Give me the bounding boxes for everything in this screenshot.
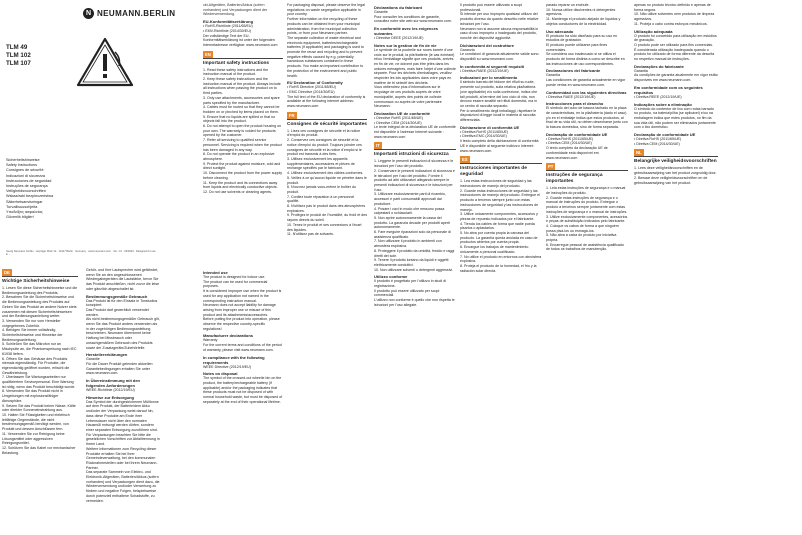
model-tlm107: TLM 107 (6, 60, 31, 67)
section-text: • Diretiva REEE (2012/19/UE) (634, 94, 682, 99)
model-tlm102: TLM 102 (6, 52, 31, 59)
de3-continued: ckt-Altgeräten, Batterien/Akkus (sofern vorhanden) und Verpackungen dient der Wiederverwendung. (203, 3, 268, 17)
lang-tab-nl: NL (634, 149, 718, 157)
title-en: Safety instructions (6, 163, 38, 168)
section-text: Garantie Pour consulter les conditions de garantie, consultez notre site web sur www.neumann.com. (374, 10, 452, 24)
column-de-2 (86, 268, 160, 534)
section-text: WEEE-Richtlinie (2012/19/EU) (86, 388, 135, 393)
section-text: Il prodotto può essere utilizzato a scopi professionali. Si intende per uso improprio qualsiasi utilizzo del prodotto diverso da quanto descritto nelle relative istruzioni per l'uso. Neumann non si assume alcuna responsabilità in caso di uso improprio o inadeguato del prodotto, nonché dei dispositivi aggiuntivi. (460, 3, 539, 40)
column-it-2 (460, 3, 542, 534)
de-item: 7. Überlassen Sie Wartungsarbeiten nur qualifiziertem Servicepersonal. Eine Wartung ist nötig, wenn das Produkt beschädigt wurde. (2, 375, 76, 389)
lang-tab-it: IT (374, 142, 456, 150)
section-text: Garantie Für die Dauer Produkt gelenden aktuellen Garantiebedingungen erhalten Sie unter www.neumann.com. (86, 357, 153, 376)
section-heading: In compliance with the following requirements (203, 354, 265, 365)
section-text: 1. Lea estas instrucciones de seguridad y las instrucciones de manejo del producto. 2. Guarde estas instrucciones de seguridad y las instrucciones de manejo del producto. Entregue el producto a terceros siempre junto con estas instrucciones de seguridad y las instrucciones de manejo. 3. Utilice únicamente componentes, accesorios y piezas de repuesto indicados por el fabricante. 4. Tienda los cables de forma que nadie pueda pisarlos o aplastarlos. 5. No abra por cuenta propia la carcasa del producto. La garantía queda anulada en caso de productos abiertos por cuenta propia. 6. Encargue los trabajos de mantenimiento únicamente a personal cualificado. 7. No utilice el producto en entornos con atmósfera explosiva. 8. Proteja el producto de la humedad, el frío y la radiación solar directa. (460, 179, 542, 273)
de-item: 11. Verwenden Sie zur Reinigung keine Lösungsmittel oder aggressiven Reinigungsmittel. (2, 431, 65, 446)
section-text: El producto ha sido diseñado para su uso en estudios de grabación. El producto puede utilizarse para fines comerciales. Se considera uso inadecuado si se utiliza el producto de forma distinta a como se describe en las instrucciones de uso correspondientes. (546, 33, 625, 66)
section-text: WEEE Directive (2012/19/EU) (203, 364, 251, 369)
pt-heading: Instruções de segurança importantes (546, 173, 603, 185)
section-heading: Intended use (203, 270, 228, 275)
de-item: 12. Schützen Sie das Kabel vor mechanischer Belastung. (2, 445, 76, 455)
section-heading: Declaração de conformidade UE (546, 131, 608, 137)
section-heading: Bestimmungsgemäße Gebrauch (86, 293, 148, 299)
column-de-3 (203, 3, 283, 270)
title-es: Instrucciones de seguridad (6, 178, 52, 183)
section-text: 1. Leia estas instruções de segurança e o manual de instruções do produto. 2. Guarde estas instruções de segurança e o manual de instruções do produto. Entregue o produto a terceiros sempre juntamente com estas instruções de segurança e o manual de instruções. 3. Utilize exclusivamente componentes, acessórios e peças de substituição indicados pelo fabricante. 4. Coloque os cabos de forma a que ninguém possa pisá-los ou esmagá-los. 5. Não abra a caixa do produto por iniciativa própria. 6. Encarregue pessoal de assistência qualificado de todos os trabalhos de manutenção. (546, 186, 628, 252)
title-tr: Güvenlik bilgileri (6, 215, 34, 220)
fr-heading: Consignes de sécurité importantes (287, 121, 367, 127)
model-list (6, 44, 66, 68)
section-heading: Déclarations du fabricant (374, 5, 423, 10)
section-text: parado reparar un enchufe. 10. Nunca utilice disolventes ni detergentes agresivos. 11. Mantenga el producto alejado de líquidos y objetos conductores de la electricidad. (546, 3, 621, 26)
section-text: Garantía Las condiciones de garantía actualmente en vigor puede verlas en www.neumann.com. (546, 73, 626, 87)
title-pt: Instruções de segurança (6, 184, 48, 189)
de-item: 2. Bewahren Sie die Sicherheitshinweise und die Bedienungsanleitung des Produkts auf. Geben Sie das Produkt an andere Nutzer stets zusammen mit diesen Sicherheitshinweisen und der Bedienungsanleitung weiter. (2, 295, 77, 319)
lang-tab-de: DE (2, 269, 78, 277)
section-text: • Diretiva RoHS (2011/65/UE) • Diretiva CEM (2014/30/UE) (634, 137, 682, 146)
section-text: The product is designed for indoor use. The product can be used for commercial purposes. It is considered improper use when the product is used for any application not named in the corresponding instruction manual. Neumann does not accept liability for damage arising from improper use or misuse of this product and its attachments/accessories. Before putting the product into operation, please observe the respective country-specific regulations! (203, 275, 282, 331)
section-heading: Indicazioni per lo smaltimento (460, 75, 518, 81)
section-text: Das Produkt ist für den Einsatz in Tonstudios konzipiert. Das Produkt darf gewerblich verwendet werden. Als nicht bestimmungsgemäßer Gebrauch gilt, wenn Sie das Produkt anders verwenden als in der zugehörigen Bedienungsanleitung beschrieben. Neumann übernimmt keine Haftung bei Missbrauch oder unsachgemäßem Gebrauch des Produkts sowie der Zusatzgeräte/Zubehörteile. (86, 298, 160, 350)
section-text: Garantia As condições de garantia atualmente em vigor estão disponíveis em www.neumann.com. (634, 68, 718, 83)
de-item: 9. Setzen Sie das Produkt keiner Nässe, Kälte oder direkter Sonneneinstrahlung aus. (2, 403, 76, 413)
section-text: • Directive DEEE (2012/19/UE) (374, 36, 424, 41)
section-heading: Utilizzo conforme (374, 274, 408, 280)
de-heading: Wichtige Sicherheitshinweise (2, 279, 70, 284)
section-heading: Manufacturer declarations (203, 333, 254, 339)
title-it: Indicazioni di sicurezza (6, 173, 46, 178)
section-text: Il prodotto è progettato per l'utilizzo in studi di registrazione. Il prodotto può essere utilizzato per scopi commerciali. L'utilizzo non conforme è quello che non rispetta le istruzioni per l'uso allegate. (374, 279, 455, 307)
brand-logo (83, 6, 176, 22)
lang-tab-fr: FR (287, 112, 367, 120)
section-text: • RoHS-Richtlinie (2011/65/EU) • EMV-Richtlinie (2014/30/EU) Der vollständige Text der EU-Konformitätserklärung ist unter der folgenden Internetadresse verfügbar: www.neumann.com (203, 24, 278, 47)
warning-icon (75, 36, 135, 88)
lang-tab-es: ES (460, 156, 542, 164)
section-heading: Declaração de conformidade UE (634, 132, 696, 138)
de-item: 1. Lesen Sie diese Sicherheitshinweise und die Bedienungsanleitung des Produkts. (2, 286, 78, 295)
column-es-2 (546, 3, 628, 534)
title-nl: Veiligheidsvoorschriften (6, 189, 46, 194)
section-text: • Direttiva RoHS (2011/65/UE) • Direttiva EMC (2014/30/UE) Il testo completo della dichiarazione di conformità UE è disponibile al seguente indirizzo Internet: www.neumann.com (460, 129, 539, 153)
de-item: 3. Verwenden Sie nur vom Hersteller vorgegebenes Zubehör. (2, 318, 61, 328)
section-text: Garanzia Le condizioni di garanzia attualmente valide sono disponibili su www.neumann.com. (460, 47, 539, 62)
section-text: 1. Lees deze veiligheidsvoorschriften en de gebruiksaanwijzing van het product zorgvuldig door. 2. Bewaar deze veiligheidsvoorschriften en de gebruiksaanwijzing van het product. (634, 166, 717, 185)
section-heading: Declaraciones del fabricante (546, 68, 601, 74)
section-heading: Em conformidade com os seguintes requisitos (634, 84, 703, 95)
section-text: • Directive RoHS (2011/65/UE) • Directive CEM (2014/30/UE) Le texte intégral de la déclaration UE de conformité est disponible à l'adresse Internet suivante : www.neumann.com (374, 115, 456, 139)
section-text: For packaging disposal, please observe the legal regulations on waste segregation applicable in your country. Further information on the recycling of these products can be obtained from your municipal administration, from the municipal collection points, or from your Neumann partner. The separate collection of waste electrical and electronic equipment, batteries/rechargeable batteries (if applicable) and packaging is used to promote the reuse and recycling and to prevent negative effects caused by e.g. potentially hazardous substances contained in these products. You make an important contribution to the protection of the environment and public health. (287, 3, 365, 78)
title-fi: Turvallisuusohjeita (6, 204, 38, 209)
section-heading: Conformidad con las siguientes directivas (546, 89, 627, 95)
section-text: The symbol of the crossed-out wheelie bin on the product, the battery/rechargeable battery (if applicable) and/or the packaging indicates that these products must not be disposed of with normal household waste, but must be disposed of separately at the end of their operational lifetime. (203, 376, 283, 404)
lang-tab-en: EN (203, 51, 283, 59)
section-text: Le symbole de la poubelle sur roues barrée d'une croix sur le produit, la pile/batterie (le cas échéant) et/ou l'emballage signifie que ces produits, arrivés en fin de vie, ne doivent pas être jetés dans les ordures ménagères, mais faire l'objet d'une collecte séparée. Pour les déchets d'emballages, veuillez respecter les lois applicables dans votre pays en matière de tri sélectif des déchets. Vous obtiendrez plus d'informations sur le recyclage de ces produits auprès de votre municipalité, auprès des points de collecte communaux ou auprès de votre partenaire Neumann. (374, 47, 456, 109)
de-item: 5. Schließen Sie das Mikrofon nur an Mischpulte an, die Phantomspeisung nach IEC 61938 liefern. (2, 342, 77, 356)
section-text: apenas no produto técnico definido e apenas de forma segura. 10. Não utilize solventes nem produtos de limpeza agressivos. 11. Proteja o cabo contra esforços mecânicos. (634, 3, 715, 26)
de-item: 8. Verwenden Sie das Produkt nicht in Umgebungen mit explosionsfähiger Atmosphäre. (2, 389, 63, 403)
column-en-2 (203, 268, 283, 534)
section-heading: Notes on disposal (203, 371, 238, 377)
title-el: Υποδείξεις ασφαλείας (6, 210, 43, 215)
section-text: 1. Lisez ces consignes de sécurité et la notice d'emploi du produit. 2. Conservez ces consignes de sécurité et la notice d'emploi du produit. Toujours joindre ces consignes de sécurité et la notice d'emploi si le produit est transmis à des tiers. 3. Utilisez exclusivement les appareils supplémentaires, accessoires et pièces de rechange spécifiés par le fabricant. 4. Utilisez exclusivement des câbles conformes. 5. Veillez à ce qu'aucun liquide ne pénètre dans le produit. 6. N'ouvrez jamais vous-même le boîtier du produit. 7. Confiez toute réparation à un personnel qualifié. 8. N'utilisez pas le produit dans des atmosphères explosives. 9. Protégez le produit de l'humidité, du froid et des rayons directs du soleil. 10. Tenez le produit et ses connexions à l'écart des liquides. 11. N'utilisez pas de solvants. (287, 128, 367, 237)
title-sv: Säkerhetsanvisningar (6, 199, 43, 204)
section-text: • Diretiva RoHS (2011/65/UE) • Diretiva CEM (2014/30/UE) O texto completo da declaração UE de conformidade está disponível em www.neumann.com (546, 136, 608, 160)
it-heading: Importanti istruzioni di sicurezza (374, 152, 449, 158)
de2-intro: Gehör- und Ihre Lautsprecher wird gefährdet, wenn Sie an den angeschlossenen Wiedergabegeräten die Lautstärke, bevor Sie das Produkt anschließen, nicht zuvor die leise oder gänzlich abgeschaltet ist. (86, 268, 160, 291)
column-en-3 (287, 3, 367, 534)
section-text: Warranty For the current terms and conditions of the period of warranty, please visit www.neumann.com. (203, 338, 282, 352)
de-item: 4. Befolgen Sie immer vollständig Sicherheitshinweise und Hinweise der Bedienungsanleitung. (2, 328, 63, 342)
section-heading: Utilização adequada (634, 28, 673, 34)
section-heading: En conformité avec les exigences suivantes (374, 26, 439, 37)
brand-name: NEUMANN.BERLIN (97, 9, 176, 18)
column-de-1 (2, 266, 78, 534)
section-text: O produto foi concebido para utilização em estúdios de gravação. O produto pode ser utilizado para fins comerciais. É considerada utilização inadequada quando o produto for utilizado de forma diferente da descrita no respetivo manual de instruções. (634, 33, 717, 62)
de-item: 6. Öffnen Sie das Gehäuse des Produkts niemals eigenständig. Für Produkte, die eigenmächtig geöffnet wurden, erlischt die Gewährleistung. (2, 356, 70, 375)
title-pl: Wskazówki bezpieczeństwa (6, 194, 54, 199)
section-text: 1. Read these safety instructions and the instruction manual of the product. 2. Keep these safety instructions and the instruction manual of the product. Always include all instructions when passing the product on to third parties. 3. Only use attachments, accessories and spare parts specified by the manufacturer. 4. Cables must be routed so that they cannot be trodden on or pinched by items placed on them. 5. Ensure that no liquids are spilled or that no objects fall into the product. 6. Do not attempt to open the product housing on your own. The warranty is voided for products opened by the customer. 7. Refer all servicing to qualified service personnel. Servicing is required when the product has been damaged in any way. 8. Do not operate the product in an explosive atmosphere. 9. Protect the product against moisture, cold and direct sunlight. 10. Disconnect the product from the power supply before cleaning. 11. Keep the product and its connections away from liquids and electrically conductive objects. 12. Do not use solvents or cleaning agents. (203, 67, 283, 194)
section-text: Il simbolo barrato del bidone dei rifiuti su ruote, presente sul prodotto, sulla relativa pila/batteria (ove applicabile) e/o sulla confezione, indica che tali prodotti, al termine del loro ciclo di vita, non devono essere smaltiti nei rifiuti domestici, ma in un centro di raccolta separato. Per lo smaltimento degli imballaggi, rispettare le disposizioni di legge locali in materia di raccolta differenziata. (460, 80, 538, 123)
section-heading: Instrucciones para el desecho (546, 101, 604, 107)
section-text: • RoHS Directive (2011/65/EU) • EMC Directive (2014/30/EU) The full text of the EU declaration of conformity is available at the following internet address: www.neumann.com (287, 85, 366, 109)
document-title-list (6, 158, 146, 220)
model-tlm49: TLM 49 (6, 44, 28, 51)
section-text: 1. Leggere le presenti indicazioni di sicurezza e le istruzioni per l'uso del prodotto. 2. Conservare le presenti indicazioni di sicurezza e le istruzioni per l'uso del prodotto. Fornire il prodotto ad altri utilizzatori allegando sempre le presenti indicazioni di sicurezza e le istruzioni per l'uso. 3. Utilizzare esclusivamente parti di ricambio, accessori e parti consumabili approvati dal produttore. 4. Posare i cavi in modo che nessuno possa calpestarli o schiacciarli. 5. Non aprire autonomamente la cassa del prodotto. La garanzia decade per prodotti aperti autonomamente. 6. Fare eseguire riparazioni solo da personale di assistenza qualificato. 7. Non utilizzare il prodotto in ambienti con atmosfera esplosiva. 8. Proteggere il prodotto da umidità, freddo e raggi diretti del sole. 9. Tenere il prodotto lontano da liquidi e oggetti elettricamente conduttivi. 10. Non utilizzare solventi o detergenti aggressivi. (374, 159, 455, 272)
section-heading: Dichiarazioni del costruttore (460, 42, 515, 48)
section-heading: In conformità ai seguenti requisiti (460, 63, 525, 69)
brand-mark: N (83, 8, 94, 19)
section-heading: EU-Konformitätserklärung (203, 19, 254, 25)
section-text: • Directiva RAEE (2012/19/UE) (546, 94, 596, 99)
nl-heading: Belangrijke veiligheidsvoorschriften (634, 159, 717, 165)
title-fr: Consignes de sécurité (6, 168, 44, 173)
column-fr-2 (374, 3, 456, 534)
es-heading: Instrucciones importantes de seguridad (460, 166, 527, 178)
section-heading: In Übereinstimmung mit den folgenden Anforderungen (86, 378, 141, 389)
title-de: Sicherheitshinweise (6, 158, 40, 162)
column-pt-2 (634, 3, 718, 534)
section-heading: Uso adecuado (546, 28, 574, 34)
imprint: Georg Neumann GmbH · Leipziger Platz 12 · 10117 Berlin · Germany · www.neumann.com · Ver. 1.0 · 03/2023 · Designed for use in ... (6, 250, 156, 257)
section-heading: Dichiarazione di conformità UE (460, 124, 520, 130)
section-heading: Declarações do fabricante (634, 63, 684, 69)
section-heading: Notes sur la gestion de fin de vie (374, 42, 437, 48)
section-heading: Déclaration UE de conformité (374, 110, 431, 116)
section-heading: Indicações sobre a eliminação (634, 101, 692, 107)
en-heading: Important safety instructions (203, 60, 270, 66)
section-heading: Herstellererklärungen (86, 352, 128, 358)
de-item: 10. Halten Sie Flüssigkeiten und elektrisch leitfähige Gegenstände, die nicht bestimmungsgemäß benötigt werden, von Produkt und dessen Anschlüssen fern. (2, 412, 70, 432)
section-text: • Direttiva RAEE (2012/19/UE) (460, 68, 509, 73)
section-heading: EU Declaration of Conformity (287, 80, 343, 86)
section-heading: Hinweise zur Entsorgung (86, 394, 135, 400)
section-text: O símbolo do contentor de lixo com rodas barrado no produto, na bateria/pilha (se aplicável) e/ou na embalagem indica que estes produtos, no fim da sua vida útil, não podem ser eliminados juntamente com o lixo doméstico. (634, 106, 716, 130)
section-text: Das Symbol der durchgestrichenen Mülltonne auf dem Produkt, der Batterie/dem Akku und/oder der Verpackung weist darauf hin, dass diese Produkte am Ende ihrer Lebensdauer nicht über den normalen Hausmüll entsorgt werden dürfen, sondern einer separaten Entsorgung zuzuführen sind. Für Verpackungen beachten Sie bitte die gesetzlichen Vorschriften zur Abfalltrennung in Ihrem Land. Weitere Informationen zum Recycling dieser Produkte erhalten Sie bei Ihrer Gemeindeverwaltung, bei den kommunalen Rücknahmestellen oder bei Ihrem Neumann-Partner. Das separate Sammeln von Elektro- und Elektronik-Altgeräten, Batterien/Akkus (sofern vorhanden) und Verpackungen dient dazu, die Wiederverwendung und/oder Verwertung zu fördern und negative Folgen, beispielsweise durch potenziell enthaltene Schadstoffe, zu vermeiden. (86, 399, 160, 503)
section-text: El símbolo del cubo de basura tachado en la placa de características, en la pila/batería (dado el caso) y/o en el embalaje indica que estos productos, al final de su vida útil, no deben desecharse junto con la basura doméstica, sino de forma separada. (546, 106, 628, 130)
lang-tab-pt: PT (546, 163, 628, 171)
